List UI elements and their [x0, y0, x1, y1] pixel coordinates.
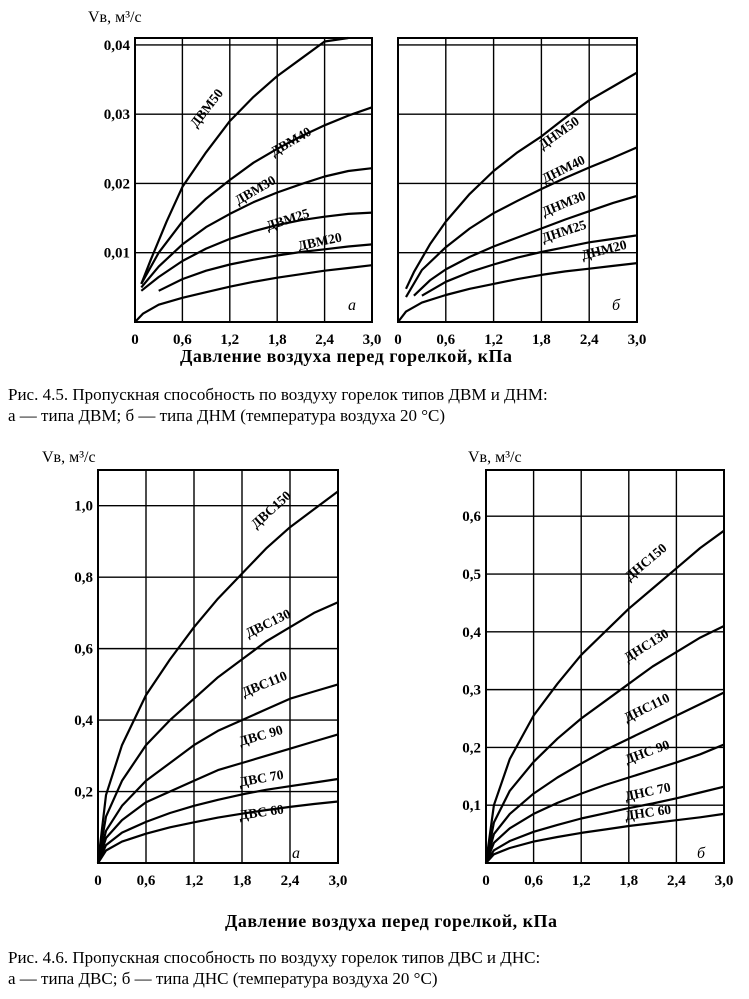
x-tick-label: 2,4 — [315, 332, 334, 348]
chart-panel-2 — [394, 38, 646, 348]
series-label: ДВС 60 — [238, 801, 285, 823]
x-tick-label: 0 — [482, 873, 490, 889]
series-label: ДНС 60 — [623, 801, 673, 823]
y-axis-label: Vв, м³/с — [42, 449, 96, 466]
panel-letter: б — [697, 845, 706, 862]
plot-frame — [98, 470, 338, 863]
y-tick-label: 0,4 — [462, 624, 481, 641]
series-label: ДВС150 — [248, 487, 294, 532]
series-label: ДНМ20 — [579, 236, 629, 263]
panel-letter: а — [348, 297, 356, 314]
x-tick-label: 1,8 — [532, 332, 551, 348]
series-label: ДВС 90 — [237, 722, 285, 749]
x-tick-label: 1,2 — [184, 873, 204, 889]
fig45-caption-line1: Рис. 4.5. Пропускная способность по воздуху горелок типов ДВМ и ДНМ: — [8, 385, 548, 404]
series-label: ДНС 70 — [623, 779, 672, 804]
chart-panel-3 — [42, 449, 347, 889]
x-tick-label: 1,2 — [220, 332, 240, 348]
y-tick-label: 1,0 — [74, 498, 93, 515]
fig46-caption-line2: а — типа ДВС; б — типа ДНС (температура воздуха 20 °С) — [8, 969, 438, 988]
series-label: ДНМ50 — [535, 113, 582, 153]
series-line-днс130 — [486, 626, 724, 863]
chart-panel-1 — [88, 9, 381, 348]
series-label: ДВМ20 — [296, 229, 344, 254]
x-tick-label: 3,0 — [714, 873, 734, 889]
x-tick-label: 0 — [394, 332, 402, 348]
y-tick-label: 0,02 — [103, 176, 130, 193]
series-line-днс70 — [486, 787, 724, 863]
chart-panel-4 — [462, 449, 733, 889]
y-tick-label: 0,2 — [462, 740, 481, 757]
x-tick-label: 0,6 — [136, 873, 156, 889]
series-line-unlabeled — [135, 265, 372, 322]
y-tick-label: 0,04 — [103, 37, 130, 54]
series-label: ДВС 70 — [237, 766, 285, 790]
series-label: ДНС110 — [621, 690, 672, 726]
series-label: ДВС130 — [243, 605, 294, 641]
x-tick-label: 2,4 — [667, 873, 686, 889]
x-tick-label: 0,6 — [524, 873, 543, 889]
fig46-caption-line1: Рис. 4.6. Пропускная способность по воздуху горелок типов ДВС и ДНС: — [8, 948, 541, 967]
y-tick-label: 0,8 — [74, 570, 93, 587]
x-tick-label: 0 — [94, 873, 102, 889]
panel-letter: б — [612, 297, 621, 314]
series-line-двс130 — [98, 602, 338, 863]
x-tick-label: 2,4 — [280, 873, 300, 889]
series-label: ДНС 90 — [622, 736, 672, 767]
fig45-caption-line2: а — типа ДВМ; б — типа ДНМ (температура воздуха 20 °С) — [8, 406, 446, 425]
plot-frame — [135, 38, 372, 322]
y-tick-label: 0,2 — [74, 784, 93, 801]
y-axis-label: Vв, м³/с — [468, 449, 522, 466]
x-tick-label: 1,8 — [232, 873, 252, 889]
x-tick-label: 1,8 — [619, 873, 639, 889]
series-label: ДВС110 — [239, 667, 290, 700]
series-label: ДНС130 — [621, 625, 672, 665]
y-tick-label: 0,6 — [462, 509, 481, 526]
x-tick-label: 1,2 — [571, 873, 591, 889]
y-tick-label: 0,5 — [462, 567, 481, 584]
x-tick-label: 3,0 — [627, 332, 647, 348]
y-tick-label: 0,3 — [462, 682, 481, 699]
y-tick-label: 0,4 — [74, 713, 93, 730]
y-tick-label: 0,01 — [103, 245, 130, 262]
x-tick-label: 3,0 — [362, 332, 382, 348]
series-line-днм20 — [398, 263, 637, 322]
series-label: ДВМ30 — [232, 172, 279, 208]
fig45-xaxis-title: Давление воздуха перед горелкой, кПа — [180, 346, 513, 366]
series-label: ДНМ40 — [539, 152, 588, 186]
fig46-xaxis-title: Давление воздуха перед горелкой, кПа — [225, 911, 558, 931]
series-label: ДВМ25 — [264, 205, 312, 234]
series-label: ДНМ25 — [539, 216, 589, 246]
series-label: ДВМ40 — [267, 123, 314, 160]
x-tick-label: 1,8 — [267, 332, 287, 348]
panel-letter: а — [292, 845, 300, 862]
series-label: ДНС150 — [621, 540, 670, 584]
series-label: ДНМ30 — [539, 187, 588, 220]
x-tick-label: 3,0 — [328, 873, 348, 889]
series-line-днм40 — [406, 147, 637, 297]
series-label: ДВМ50 — [186, 85, 227, 131]
series-line-двс110 — [98, 684, 338, 863]
x-tick-label: 2,4 — [579, 332, 599, 348]
y-tick-label: 0,03 — [103, 107, 130, 124]
series-line-двм20 — [159, 244, 372, 290]
y-tick-label: 0,6 — [74, 641, 93, 658]
x-tick-label: 1,2 — [484, 332, 503, 348]
x-tick-label: 0 — [131, 332, 139, 348]
x-tick-label: 0,6 — [173, 332, 192, 348]
y-tick-label: 0,1 — [462, 798, 481, 815]
x-tick-label: 0,6 — [436, 332, 456, 348]
y-axis-label: Vв, м³/с — [88, 9, 142, 26]
